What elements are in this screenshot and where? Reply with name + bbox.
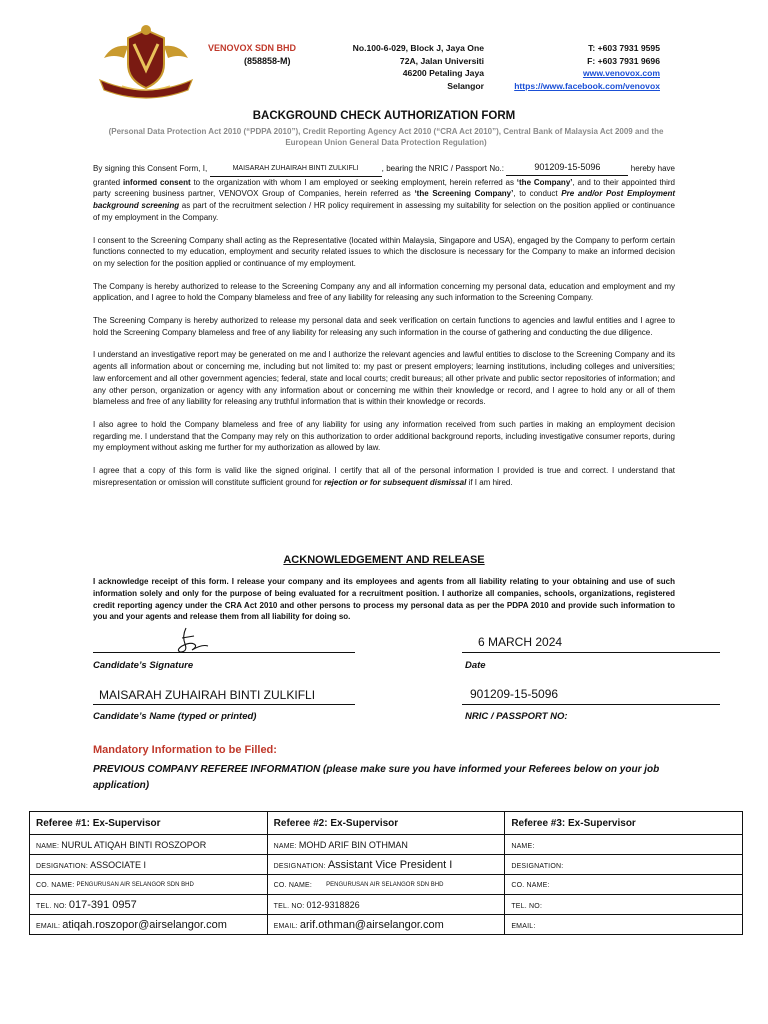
field-label: TEL. NO: [273,902,305,910]
fax: F: +603 7931 9696 [587,55,660,66]
table-header-row [30,812,743,835]
field-value: 901209-15-5096 [534,162,601,172]
field-value: atiqah.roszopor@airselangor.com [62,918,227,931]
field-value: ASSOCIATE I [90,859,147,870]
field-label: EMAIL: [511,922,536,930]
nric-line[interactable] [462,704,720,705]
referee-3-designation-cell[interactable] [505,855,743,875]
field-value: PENGURUSAN AIR SELANGOR SDN BHD [326,882,444,889]
company-block [208,42,296,68]
nric-field[interactable] [506,163,628,176]
referee-1-company-cell[interactable] [30,875,268,895]
field-label: DESIGNATION: [36,862,89,870]
text: , and to their appointed third party screening business partner, VENOVOX Group of Companies, herein referred as [93,177,676,199]
consent-paragraph: The Screening Company is hereby authorized to release my personal data and seek verification on certain functions to agencies and lawful entities and I agree to hold the Screening Company blameless and free of any liability for releasing any such information in the course of gathering and conducting the due diligence. [93,316,675,337]
signature-line[interactable] [93,652,355,653]
field-label: CO. NAME: [511,882,550,889]
field-value: arif.othman@airselangor.com [299,918,444,931]
table-row [30,835,743,855]
field-label: NAME: [273,842,297,850]
referee-2-tel-cell[interactable] [267,895,505,915]
referee-1-name-cell[interactable] [30,835,268,855]
text: hereby have granted [93,164,675,187]
text: ‘the Company’ [516,177,573,187]
date-value: 6 MARCH 2024 [478,635,563,649]
consent-paragraph: I understand an investigative report may be generated on me and I authorize the relevant agencies and lawful entities to disclose to the Screening Company and its agents all information about or concerning me, including but not limited to: my past or present employers; learning institutions, including colleges and universities; law enforcement and all other government agencies; federal, state and local courts; credit bureaus; all other private and public sector repositories of information; and any other person, organization or agency with any information about or concerning me within their knowledge or record, and I agree to hold any or all of them blameless and free of any liability for releasing any truthful information that is within their knowledge or records. [93,350,675,407]
referee-1-tel-cell[interactable] [30,895,268,915]
date-label: Date [465,660,486,671]
referee-1-designation-cell[interactable] [30,855,268,875]
date-line[interactable] [462,652,720,653]
field-value: PENGURUSAN AIR SELANGOR SDN BHD [76,882,194,889]
referee-2-name-cell[interactable] [267,835,505,855]
referee-3-name-cell[interactable] [505,835,743,855]
table-row [30,915,743,935]
contact-block [500,42,660,92]
nric-value: 901209-15-5096 [470,687,559,701]
text: , to conduct [513,189,562,199]
referee-3-email-cell[interactable] [505,915,743,935]
table-row [30,875,743,895]
field-value: MOHD ARIF BIN OTHMAN [298,839,408,850]
field-label: EMAIL: [273,922,298,930]
mandatory-title: Mandatory Information to be Filled: [93,744,277,756]
referee-1-header: Referee #1: Ex-Supervisor [30,812,268,835]
text: ‘the Screening Company’ [414,189,514,199]
text: as part of the recruitment selection / HR policy requirement in assessing my suitability for selection on the position applied or continuance of my employment in the Company. [93,201,676,222]
company-name: VENOVOX SDN BHD [208,43,297,53]
text: , bearing the NRIC / Passport No.: [381,164,507,173]
referee-2-designation-cell[interactable] [267,855,505,875]
field-label: CO. NAME: [273,882,313,889]
field-label: NAME: [511,842,535,850]
text: informed consent [122,177,191,187]
text: rejection or for subsequent dismissal [324,477,467,487]
consent-paragraph: I consent to the Screening Company shall acting as the Representative (located within Malaysia, Singapore and USA), engaged by the Company to perform certain functions connected to my education, employment and security related issues to which the disclosure is necessary for the Company to make an informed decision on my selection for the position applied or continuance of my employment. [93,235,675,268]
field-label: EMAIL: [36,922,61,930]
nric-label: NRIC / PASSPORT NO: [465,711,568,722]
ack-title: ACKNOWLEDGEMENT AND RELEASE [283,554,485,566]
referee-2-company-cell[interactable] [267,875,505,895]
field-label: CO. NAME: [36,882,75,889]
field-value: Assistant Vice President I [327,858,453,871]
venovox-crest-logo [94,24,198,100]
website-link[interactable]: www.venovox.com [582,68,660,78]
referee-3-tel-cell[interactable] [505,895,743,915]
candidate-name-field[interactable] [210,163,382,177]
consent-paragraph: I also agree to hold the Company blameless and free of any liability for using any information received from such parties in making an employment decision regarding me. I understand that the Company may rely on this authorization to order additional background reports, including investigative consumer reports, during my employment without asking me further for my authorization as allowed by law. [93,419,675,453]
referee-2-email-cell[interactable] [267,915,505,935]
referee-table [29,811,743,935]
text: Pre and/or Post Employment background screening [93,189,675,211]
text: I agree that a copy of this form is valid like the signed original. I certify that all of the personal information I provided is true and correct. I understand that misrepresentation or omission will constitute sufficient ground for [93,466,675,487]
field-label: NAME: [36,842,60,850]
field-label: DESIGNATION: [273,862,326,870]
referee-instruction: PREVIOUS COMPANY REFEREE INFORMATION (please make sure you have informed your Referees below on your job application) [93,764,660,791]
text: if I am hired. [466,477,513,487]
form-title: BACKGROUND CHECK AUTHORIZATION FORM [252,110,516,122]
field-label: DESIGNATION: [511,862,564,870]
form-subtitle: (Personal Data Protection Act 2010 (“PDPA 2010”), Credit Reporting Agency Act 2010 (“CRA Act 2010”), Central Bank of Malaysia Act 2009 and the European Union General Data Protection Regulation) [108,127,664,147]
consent-paragraph [93,465,675,488]
signature-label: Candidate’s Signature [93,660,194,671]
candidate-name-label: Candidate’s Name (typed or printed) [93,711,257,722]
phone: T: +603 7931 9595 [588,43,660,53]
text: to the organization with whom I am employed or seeking employment, herein referred as [190,177,517,187]
referee-2-header: Referee #2: Ex-Supervisor [267,812,505,835]
referee-3-header: Referee #3: Ex-Supervisor [505,812,743,835]
facebook-link[interactable]: https://www.facebook.com/venovox [514,80,660,91]
company-reg: (858858-M) [244,56,291,66]
field-value: NURUL ATIQAH BINTI ROSZOPOR [61,839,207,850]
field-value: MAISARAH ZUHAIRAH BINTI ZULKIFLI [232,165,359,172]
consent-paragraph [93,163,675,224]
text: By signing this Consent Form, I, [93,164,210,173]
referee-3-company-cell[interactable] [505,875,743,895]
field-value: 017-391 0957 [68,898,137,911]
candidate-name-value: MAISARAH ZUHAIRAH BINTI ZULKIFLI [99,688,316,702]
table-row [30,855,743,875]
field-label: TEL. NO: [511,902,543,910]
consent-body [93,163,675,499]
company-address [300,42,484,92]
ack-text: I acknowledge receipt of this form. I release your company and its employees and agents from all liability relating to your obtaining and use of such information solely and only for the purpose of being evaluated for a recruitment position. I authorize all companies, schools, organizations, registered credit reporting agency under the CRA Act 2010 and other persons to process my personal data as per the PDPA 2010 and provide such information to you and your agents and release them from all liability for doing so. [93,577,675,622]
referee-1-email-cell[interactable] [30,915,268,935]
address-line: 46200 Petaling Jaya [402,68,484,78]
address-line: 72A, Jalan Universiti [399,55,484,66]
field-label: TEL. NO: [36,902,67,910]
address-line: Selangor [447,80,484,91]
field-value: 012-9318826 [306,899,360,910]
candidate-name-line[interactable] [93,704,355,705]
table-row [30,895,743,915]
address-line: No.100-6-029, Block J, Jaya One [352,43,484,53]
consent-paragraph: The Company is hereby authorized to release to the Screening Company any and all information concerning my personal data, education and employment and my application, and I agree to hold the Company blameless and free of any liability for releasing any such information to the Screening Company. [93,281,675,303]
